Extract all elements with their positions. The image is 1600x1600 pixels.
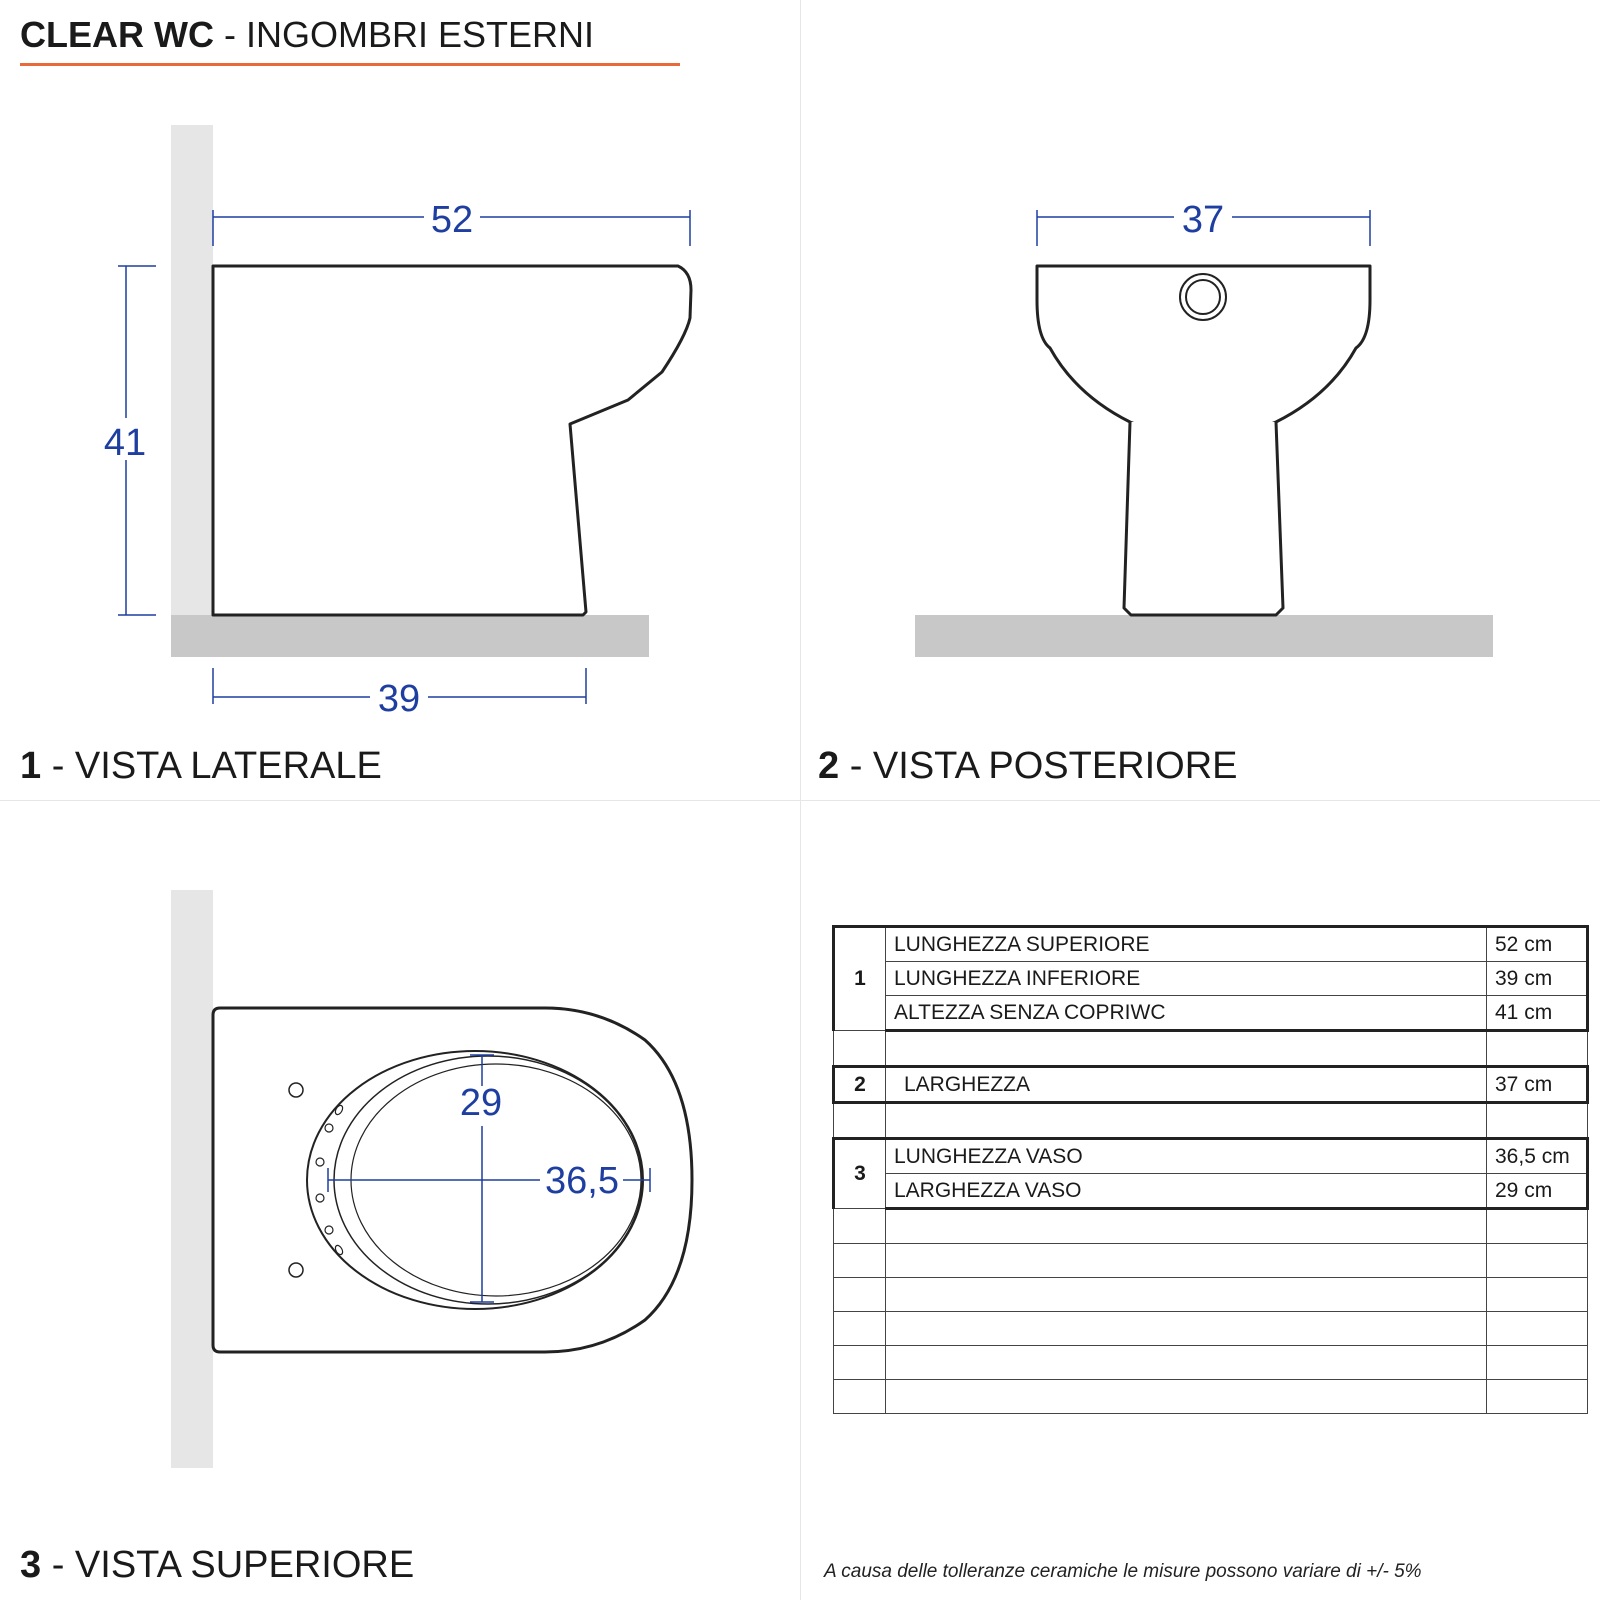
table-row-empty: [834, 1209, 1588, 1244]
row-value: 39 cm: [1487, 962, 1588, 996]
dim-label-52: 52: [430, 199, 474, 241]
group-number: 2: [834, 1067, 886, 1103]
table-row: [834, 1139, 1588, 1174]
caption-number: 3: [20, 1544, 42, 1586]
caption-dash: -: [849, 745, 863, 787]
toilet-rear-bowl-outline: [1037, 266, 1370, 437]
table-row-empty: [834, 1312, 1588, 1346]
group-number: 3: [834, 1139, 886, 1209]
caption-side-view: [20, 745, 382, 788]
table-row: [834, 962, 1588, 996]
table-row: [834, 1174, 1588, 1209]
brand-name: CLEAR WC: [20, 14, 214, 55]
row-value: 52 cm: [1487, 927, 1588, 962]
row-value: 41 cm: [1487, 996, 1588, 1031]
dimension-bottom-length: [213, 668, 586, 720]
wall: [171, 890, 213, 1468]
dim-label-39: 39: [377, 678, 421, 720]
row-label: LARGHEZZA VASO: [886, 1174, 1487, 1209]
row-label: LUNGHEZZA SUPERIORE: [886, 927, 1487, 962]
dimension-width: [1037, 199, 1370, 246]
row-value: 37 cm: [1487, 1067, 1588, 1103]
floor: [171, 615, 649, 657]
dim-label-37: 37: [1181, 199, 1225, 241]
title-separator: -: [224, 14, 236, 55]
floor: [915, 615, 1493, 657]
group-number: 1: [834, 927, 886, 1031]
toilet-side-outline: [213, 266, 691, 615]
row-value: 29 cm: [1487, 1174, 1588, 1209]
row-label: ALTEZZA SENZA COPRIWC: [886, 996, 1487, 1031]
table-row: [834, 1067, 1588, 1103]
table-row: [834, 996, 1588, 1031]
table-row: [834, 927, 1588, 962]
table-row-empty: [834, 1103, 1588, 1139]
dimension-top-length: [213, 199, 690, 246]
dim-label-41: 41: [103, 422, 147, 464]
caption-dash: -: [51, 1544, 65, 1586]
caption-rear-view: [818, 745, 1238, 788]
table-row-empty: [834, 1380, 1588, 1414]
row-value: 36,5 cm: [1487, 1139, 1588, 1174]
rear-view-drawing: [915, 199, 1493, 657]
caption-number: 1: [20, 745, 42, 787]
dim-label-29: 29: [459, 1082, 503, 1124]
caption-label: VISTA SUPERIORE: [74, 1544, 415, 1586]
caption-label: VISTA POSTERIORE: [872, 745, 1238, 787]
table-row-empty: [834, 1278, 1588, 1312]
side-view-drawing: [104, 125, 691, 720]
title-subtitle: INGOMBRI ESTERNI: [246, 14, 595, 55]
caption-label: VISTA LATERALE: [74, 745, 382, 787]
dimension-height: [104, 266, 156, 615]
caption-top-view: [20, 1544, 414, 1587]
row-label: LARGHEZZA: [886, 1067, 1487, 1103]
table-row-empty: [834, 1346, 1588, 1380]
toilet-rear-pedestal-outline: [1124, 422, 1283, 615]
row-label: LUNGHEZZA VASO: [886, 1139, 1487, 1174]
dim-label-36-5: 36,5: [545, 1160, 619, 1202]
row-label: LUNGHEZZA INFERIORE: [886, 962, 1487, 996]
table-row-empty: [834, 1244, 1588, 1278]
dimensions-table: [832, 925, 1589, 1414]
tolerance-note: A causa delle tolleranze ceramiche le misure possono variare di +/- 5%: [824, 1561, 1422, 1582]
wall: [171, 125, 213, 655]
table-row-empty: [834, 1031, 1588, 1067]
caption-dash: -: [51, 745, 65, 787]
caption-number: 2: [818, 745, 840, 787]
top-view-drawing: [171, 890, 692, 1468]
